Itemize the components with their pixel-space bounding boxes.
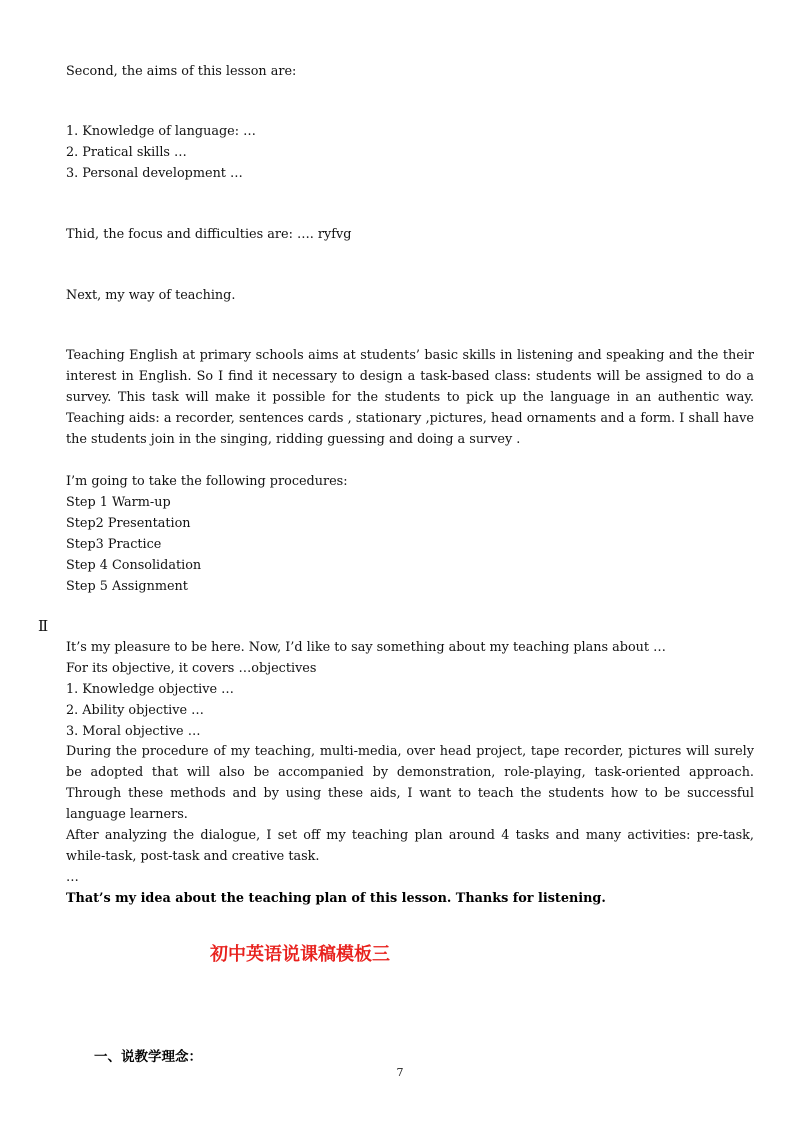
aims-heading: Second, the aims of this lesson are: (66, 64, 297, 79)
procedures-intro: I’m going to take the following procedures: (66, 474, 348, 489)
objective-intro: For its objective, it covers …objectives (66, 661, 317, 676)
teaching-philosophy-heading: 一、说教学理念： (94, 1049, 202, 1065)
focus-line: Thid, the focus and difficulties are: …. ryfvg (66, 227, 352, 242)
section2-intro: It’s my pleasure to be here. Now, I’d like to say something about my teaching plans about … (66, 640, 666, 655)
objective-item-3: 3. Moral objective … (66, 724, 201, 739)
objective-item-1: 1. Knowledge objective … (66, 682, 234, 697)
closing-line: That’s my idea about the teaching plan of this lesson. Thanks for listening. (66, 891, 606, 906)
procedure-paragraph: During the procedure of my teaching, multi-media, over head project, tape recorder, pictures will surely be adopted that will also be accompanied by demonstration, role-playing, task-oriented approach. Through these methods and by using these aids, I want to teach the students how to be successful language learners. (66, 744, 754, 822)
teaching-paragraph: Teaching English at primary schools aims at students’ basic skills in listening and speaking and the their interest in English. So I find it necessary to design a task-based class: students will be assigned to do a survey. This task will make it possible for the students to pick up the language in an authentic way. Teaching aids: a recorder, sentences cards , stationary ,pictures, head ornaments and a form. I shall have the students join in the singing, ridding guessing and doing a survey . (66, 348, 754, 447)
step-item-4: Step 4 Consolidation (66, 558, 202, 573)
tasks-paragraph: After analyzing the dialogue, I set off my teaching plan around 4 tasks and many activities: pre-task, while-task, post-task and creative task. (66, 828, 754, 864)
section-numeral: Ⅱ (38, 617, 49, 635)
objective-item-2: 2. Ability objective … (66, 703, 204, 718)
template-title: 初中英语说课稿模板三 (210, 944, 390, 965)
aim-item-2: 2. Pratical skills … (66, 145, 187, 160)
step-item-5: Step 5 Assignment (66, 579, 188, 594)
aim-item-3: 3. Personal development … (66, 166, 243, 181)
aim-item-1: 1. Knowledge of language: … (66, 124, 256, 139)
ellipsis-line: … (66, 870, 79, 885)
page-number: 7 (396, 1066, 404, 1079)
step-item-2: Step2 Presentation (66, 516, 191, 531)
teaching-way-line: Next, my way of teaching. (66, 288, 236, 303)
step-item-1: Step 1 Warm-up (66, 495, 171, 510)
step-item-3: Step3 Practice (66, 537, 162, 552)
